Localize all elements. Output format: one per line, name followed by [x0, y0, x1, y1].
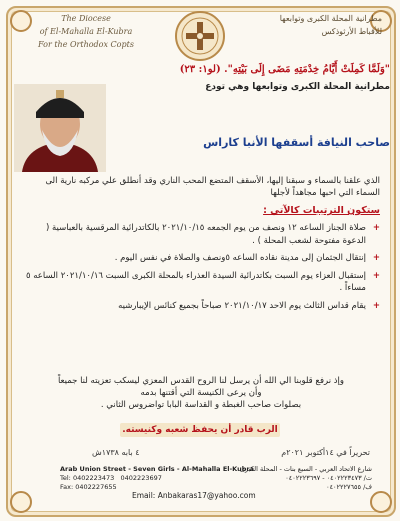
list-item [22, 222, 380, 247]
address-arabic: شارع الاتحاد العربي - السبع بنات - المحلة الكبرى [239, 465, 372, 473]
closing-line: بصلوات صاحب الغبطة و القداسة البابا تواضروس الثاني . [100, 400, 302, 410]
coptic-date: ٤ بابه ١٧٣٨ش [92, 448, 140, 457]
diocese-name-arabic [262, 12, 382, 38]
slogan-banner: الرب قادر أن يحفظ شعبه وكنيسته. [120, 423, 280, 437]
bullet-icon: + [372, 300, 380, 311]
list-item-text: صلاة الجناز الساعه ١٢ ونصف من يوم الجمعه ٢٠٢١/١٠/١٥ بالكاتدرائية المرقسية بالعباسية ( الدعوة مفتوحة لشعب المحلة ) . [45, 223, 366, 246]
list-item [22, 300, 380, 313]
bible-verse: "وَلَمَّا كَمِلَتْ أَيَّامُ خِدْمَتِهِ مَضَى إِلَى بَيْتِهِ". (لو١: ٢٣) [179, 64, 390, 75]
bullet-icon: + [372, 253, 380, 263]
list-item [22, 252, 380, 265]
coptic-cross-seal-icon [174, 10, 226, 62]
arrangements-heading [22, 205, 380, 216]
fax-arabic: ف/ ٠٤٠٢٢٢٧٦٥٥ [326, 483, 372, 491]
bishop-description: الذي علقنا بالسماء و سبقنا إليها، الأسقف المتضع المحب الناري وقد أنطلق علي مركبه نارية الى السماء التي احبها مجاهداً لأجلها [45, 176, 380, 198]
list-item-text: إستقبال العزاء يوم السبت بكاتدرائية السيدة العذراء بالمحلة الكبرى السبت ٢٠٢١/١٠/١٦ الساعه ٥ مساءاً . [25, 270, 366, 293]
contact-arabic [212, 465, 372, 492]
tel-number: 0402223697 [120, 474, 162, 482]
bullet-icon: + [372, 270, 380, 281]
diocese-name-english [22, 12, 150, 51]
header-line: للأقباط الأرثوذكس [321, 27, 382, 36]
corner-ornament-icon [370, 491, 392, 513]
address-english: Arab Union Street - Seven Girls - Al-Mahalla El-Kubra [60, 465, 254, 473]
header-line: For the Orthodox Copts [38, 40, 134, 49]
arrangements-heading-text: ستكون الترتيبات كالآتي : [263, 205, 380, 216]
bullet-icon: + [372, 223, 380, 233]
tel-number: 0402223473 [72, 474, 115, 482]
corner-ornament-icon [10, 491, 32, 513]
header-line: مطرانية المحلة الكبرى وتوابعها [279, 14, 382, 23]
fax-label: Fax: [60, 483, 74, 491]
list-item [22, 270, 380, 295]
email-address: Email: Anbakaras17@yahoo.com [132, 491, 256, 500]
intro-text: مطرانية المحلة الكبرى وتوابعها وهي تودع [205, 82, 390, 92]
list-item-text: يقام قداس الثالث يوم الاحد ٢٠٢١/١٠/١٧ صباحاً بجميع كنائس الإيبارشيه [118, 300, 366, 311]
gregorian-date: تحريراً في ١٤أكتوبر ٢٠٢١م [281, 448, 370, 457]
tel-arabic: ت/ ٠٤٠٢٢٢٣٤٧٣ - ٠٤٠٢٢٢٣٦٩٧ [285, 474, 372, 482]
bishop-title: صاحب النيافة أسقفها الأنبا كاراس [203, 136, 390, 149]
arrangements-list [22, 222, 380, 317]
tel-label: Tel: [60, 474, 71, 482]
header-line: The Diocese [61, 14, 111, 23]
fax-number: 0402227655 [75, 483, 117, 491]
closing-line: وإذ نرفع قلوبنا الي الله أن يرسل لنا الروح القدس المعزي ليسكب تعزيته لنا جميعاً [57, 376, 345, 386]
bishop-portrait-icon [14, 84, 106, 172]
closing-prayer [22, 375, 380, 411]
closing-line: وأن يرعى الكنيسة التي أقتنها بدمه [140, 388, 262, 398]
header-line: of El-Mahalla El-Kubra [39, 27, 133, 36]
list-item-text: إنتقال الجثمان إلى مدينة نقاده الساعه ٥ونصف والصلاة في نفس اليوم . [114, 253, 366, 263]
